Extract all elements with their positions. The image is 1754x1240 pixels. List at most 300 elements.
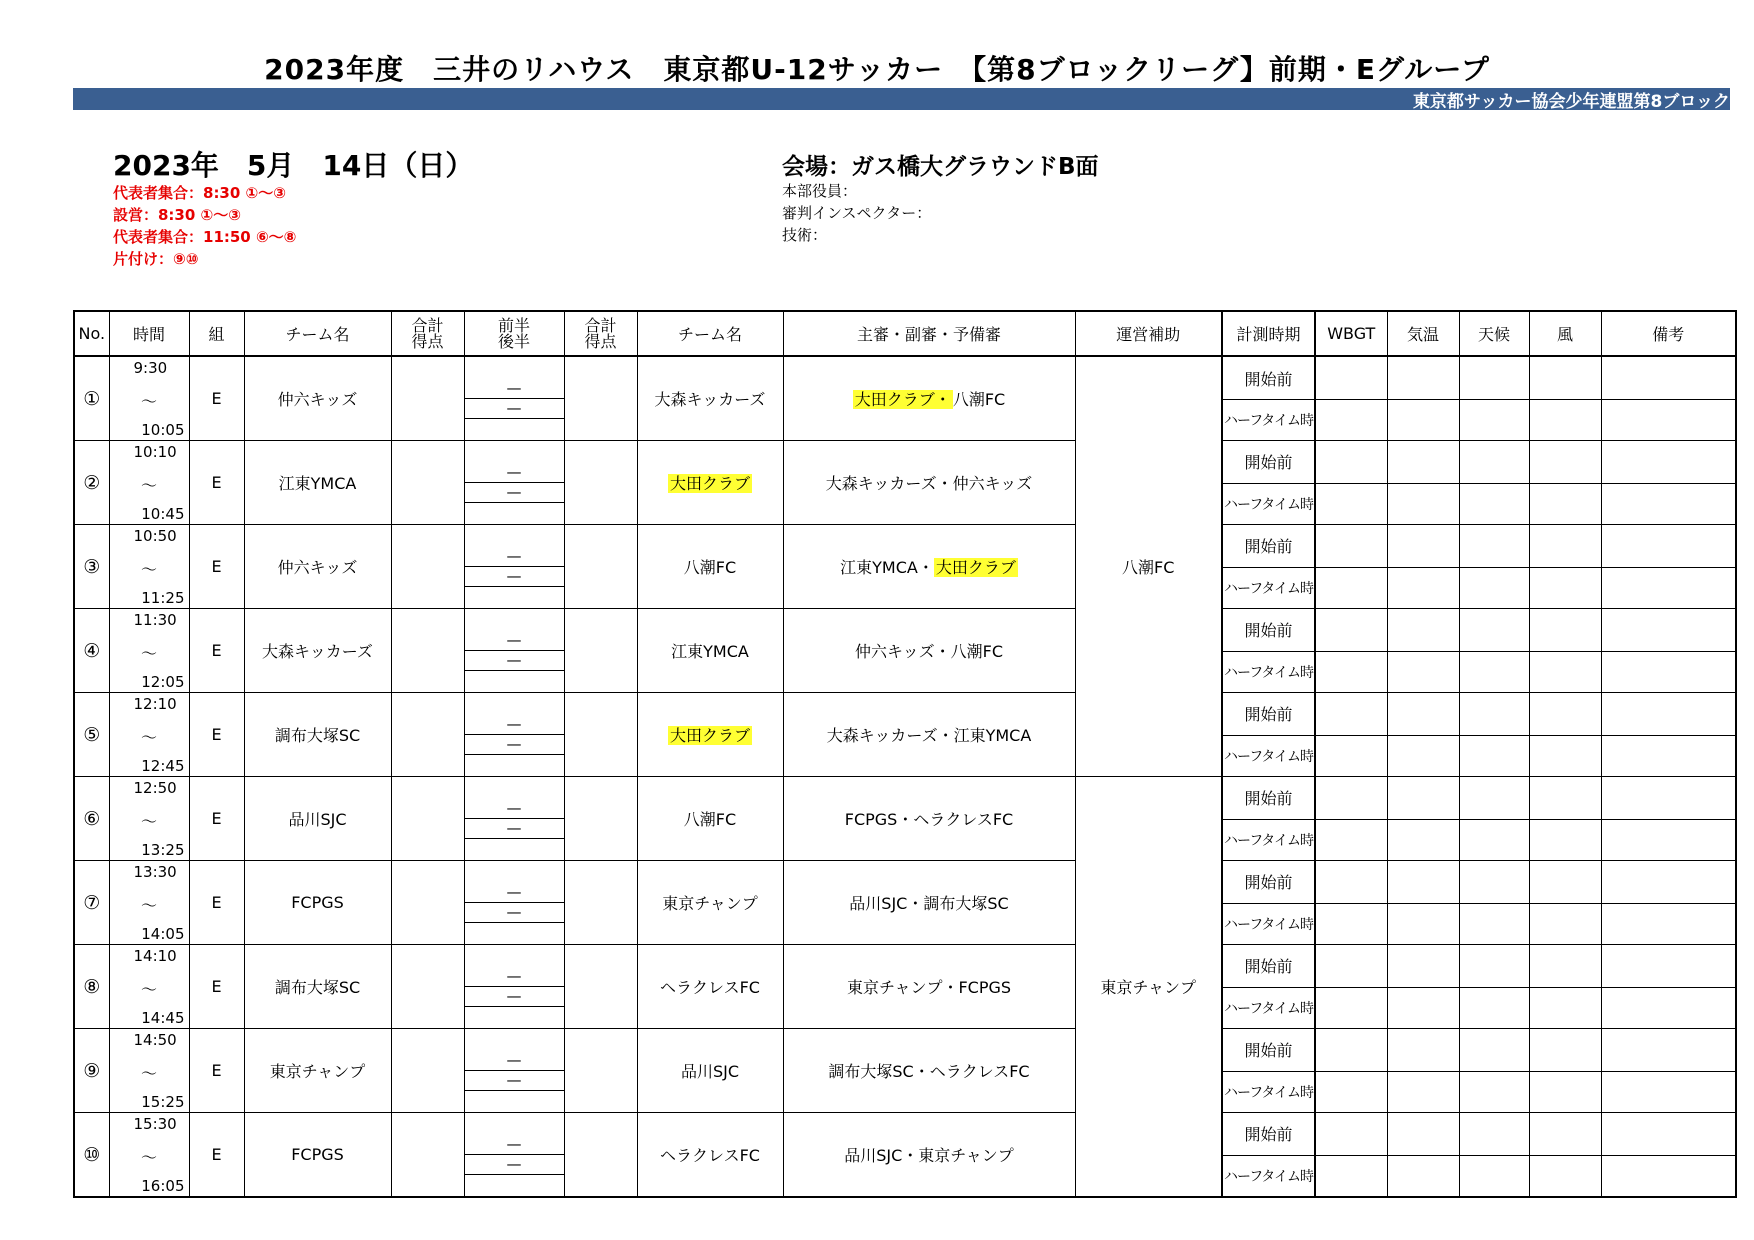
second-half: — — [465, 567, 564, 587]
wbgt-cell — [1315, 483, 1387, 525]
temp-cell — [1387, 735, 1459, 777]
info-line: 技術： — [782, 226, 828, 244]
team-a — [244, 693, 391, 777]
second-half: — — [465, 735, 564, 755]
weather-cell — [1459, 483, 1529, 525]
measure-before: 開始前 — [1222, 356, 1315, 400]
first-half: — — [465, 715, 564, 735]
match-time — [109, 356, 189, 441]
first-half: — — [465, 631, 564, 651]
referee-name: 大森キッカーズ・仲六キッズ — [825, 474, 1033, 493]
team-b — [637, 1113, 783, 1198]
team-a — [244, 777, 391, 861]
remarks-cell — [1601, 356, 1736, 400]
group: E — [189, 356, 244, 441]
half-score-cell — [464, 356, 564, 441]
referees-cell — [783, 441, 1075, 525]
half-score-cell — [464, 945, 564, 1029]
start-time: 9:30 — [133, 359, 168, 377]
half-score-cell — [464, 1029, 564, 1113]
info-line: 審判インスペクター： — [782, 204, 932, 222]
team-b — [637, 693, 783, 777]
team-a — [244, 525, 391, 609]
temp-cell — [1387, 987, 1459, 1029]
col-weather: 天候 — [1459, 311, 1529, 356]
referee-name-highlight: 大田クラブ — [935, 558, 1016, 577]
referee-name: 調布大塚SC・ヘラクレスFC — [828, 1062, 1030, 1081]
time-separator: ～ — [140, 812, 157, 831]
team-b — [637, 1029, 783, 1113]
staff-info — [782, 180, 931, 246]
col-score-2: 合計 得点 — [564, 311, 637, 356]
team-name: 品川SJC — [288, 810, 347, 829]
team-name: 八潮FC — [683, 810, 737, 829]
match-time — [109, 861, 189, 945]
team-name: 大森キッカーズ — [262, 642, 373, 661]
table-row — [74, 861, 1736, 904]
referee-name: 仲六キッズ・八潮FC — [854, 642, 1004, 661]
team-name: FCPGS — [291, 893, 344, 912]
score-a-cell — [391, 861, 464, 945]
wind-cell — [1529, 987, 1601, 1029]
table-row — [74, 525, 1736, 568]
remarks-cell — [1601, 1155, 1736, 1197]
remarks-cell — [1601, 693, 1736, 736]
time-separator: ～ — [140, 392, 157, 411]
wbgt-cell — [1315, 400, 1387, 441]
team-a — [244, 441, 391, 525]
referee-name: 八潮FC — [952, 390, 1006, 409]
match-time — [109, 693, 189, 777]
wind-cell — [1529, 651, 1601, 693]
weather-cell — [1459, 735, 1529, 777]
end-time: 14:45 — [141, 1009, 185, 1027]
match-time — [109, 441, 189, 525]
second-half: — — [465, 399, 564, 419]
temp-cell — [1387, 861, 1459, 904]
second-half: — — [465, 483, 564, 503]
table-row — [74, 441, 1736, 484]
start-time: 10:10 — [133, 443, 177, 461]
wbgt-cell — [1315, 651, 1387, 693]
team-b — [637, 609, 783, 693]
referee-name: 品川SJC・調布大塚SC — [849, 894, 1009, 913]
start-time: 12:10 — [133, 695, 177, 713]
score-b-cell — [564, 356, 637, 441]
half-score-cell — [464, 777, 564, 861]
first-half: — — [465, 1135, 564, 1155]
remarks-cell — [1601, 1113, 1736, 1156]
end-time: 10:45 — [141, 505, 185, 523]
weather-cell — [1459, 1113, 1529, 1156]
start-time: 10:50 — [133, 527, 177, 545]
team-a — [244, 945, 391, 1029]
half-score-cell — [464, 693, 564, 777]
table-row — [74, 1029, 1736, 1072]
end-time: 12:45 — [141, 757, 185, 775]
score-a-cell — [391, 609, 464, 693]
remarks-cell — [1601, 525, 1736, 568]
first-half: — — [465, 379, 564, 399]
end-time: 10:05 — [141, 421, 185, 439]
weather-cell — [1459, 525, 1529, 568]
first-half: — — [465, 463, 564, 483]
measure-half: ハーフタイム時 — [1222, 400, 1315, 441]
measure-half: ハーフタイム時 — [1222, 1155, 1315, 1197]
temp-cell — [1387, 525, 1459, 568]
team-b — [637, 861, 783, 945]
weather-cell — [1459, 567, 1529, 609]
venue: 会場：ガス橋大グラウンドB面 — [782, 154, 1099, 180]
referees-cell — [783, 525, 1075, 609]
col-temp: 気温 — [1387, 311, 1459, 356]
table-row — [74, 945, 1736, 988]
support-cell: 八潮FC — [1075, 356, 1222, 777]
score-b-cell — [564, 1113, 637, 1198]
col-wbgt: WBGT — [1315, 311, 1387, 356]
half-score-cell — [464, 609, 564, 693]
temp-cell — [1387, 400, 1459, 441]
group: E — [189, 441, 244, 525]
team-name-highlight: 大田クラブ — [669, 726, 750, 745]
second-half: — — [465, 987, 564, 1007]
half-score-cell — [464, 525, 564, 609]
team-b — [637, 441, 783, 525]
remarks-cell — [1601, 1029, 1736, 1072]
temp-cell — [1387, 483, 1459, 525]
remarks-cell — [1601, 609, 1736, 652]
group: E — [189, 1113, 244, 1198]
wbgt-cell — [1315, 987, 1387, 1029]
referees-cell — [783, 861, 1075, 945]
team-name: 品川SJC — [680, 1062, 740, 1081]
col-half: 前半 後半 — [464, 311, 564, 356]
start-time: 11:30 — [133, 611, 177, 629]
temp-cell — [1387, 693, 1459, 736]
score-a-cell — [391, 693, 464, 777]
match-time — [109, 525, 189, 609]
team-b — [637, 777, 783, 861]
match-time — [109, 609, 189, 693]
time-separator: ～ — [140, 1148, 157, 1167]
temp-cell — [1387, 567, 1459, 609]
score-a-cell — [391, 525, 464, 609]
wind-cell — [1529, 1071, 1601, 1113]
time-separator: ～ — [140, 1064, 157, 1083]
measure-before: 開始前 — [1222, 693, 1315, 736]
col-team: チーム名 — [244, 311, 391, 356]
team-name: 東京チャンプ — [662, 894, 758, 913]
second-half: — — [465, 819, 564, 839]
team-a — [244, 1113, 391, 1198]
col-score: 合計 得点 — [391, 311, 464, 356]
end-time: 12:05 — [141, 673, 185, 691]
measure-before: 開始前 — [1222, 441, 1315, 484]
remarks-cell — [1601, 987, 1736, 1029]
wind-cell — [1529, 525, 1601, 568]
second-half: — — [465, 1071, 564, 1091]
wbgt-cell — [1315, 777, 1387, 820]
measure-half: ハーフタイム時 — [1222, 483, 1315, 525]
second-half: — — [465, 903, 564, 923]
weather-cell — [1459, 441, 1529, 484]
team-name-highlight: 大田クラブ — [669, 474, 750, 493]
score-a-cell — [391, 945, 464, 1029]
score-b-cell — [564, 609, 637, 693]
start-time: 14:10 — [133, 947, 177, 965]
wbgt-cell — [1315, 861, 1387, 904]
weather-cell — [1459, 987, 1529, 1029]
match-time — [109, 945, 189, 1029]
table-header-row — [74, 311, 1736, 356]
weather-cell — [1459, 1155, 1529, 1197]
referees-cell — [783, 777, 1075, 861]
team-name: 江東YMCA — [671, 642, 749, 661]
referee-name: 品川SJC・東京チャンプ — [844, 1146, 1014, 1165]
group: E — [189, 1029, 244, 1113]
weather-cell — [1459, 693, 1529, 736]
temp-cell — [1387, 777, 1459, 820]
info-line: 本部役員： — [782, 182, 858, 200]
wbgt-cell — [1315, 609, 1387, 652]
remarks-cell — [1601, 483, 1736, 525]
remarks-cell — [1601, 400, 1736, 441]
remarks-cell — [1601, 861, 1736, 904]
temp-cell — [1387, 356, 1459, 400]
wind-cell — [1529, 356, 1601, 400]
remarks-cell — [1601, 903, 1736, 945]
team-name: 八潮FC — [683, 558, 737, 577]
wbgt-cell — [1315, 735, 1387, 777]
team-a — [244, 356, 391, 441]
score-b-cell — [564, 1029, 637, 1113]
end-time: 14:05 — [141, 925, 185, 943]
wind-cell — [1529, 1113, 1601, 1156]
score-b-cell — [564, 945, 637, 1029]
wind-cell — [1529, 903, 1601, 945]
wind-cell — [1529, 400, 1601, 441]
temp-cell — [1387, 945, 1459, 988]
score-b-cell — [564, 861, 637, 945]
col-support: 運営補助 — [1075, 311, 1222, 356]
measure-half: ハーフタイム時 — [1222, 651, 1315, 693]
temp-cell — [1387, 1029, 1459, 1072]
wbgt-cell — [1315, 693, 1387, 736]
referees-cell — [783, 609, 1075, 693]
team-name: FCPGS — [291, 1145, 344, 1164]
remarks-cell — [1601, 819, 1736, 861]
half-score-cell — [464, 861, 564, 945]
referee-name: 東京チャンプ・FCPGS — [846, 978, 1012, 997]
time-separator: ～ — [140, 644, 157, 663]
end-time: 13:25 — [141, 841, 185, 859]
referees-cell — [783, 1029, 1075, 1113]
wind-cell — [1529, 441, 1601, 484]
group: E — [189, 945, 244, 1029]
wind-cell — [1529, 861, 1601, 904]
score-a-cell — [391, 777, 464, 861]
score-b-cell — [564, 693, 637, 777]
score-b-cell — [564, 777, 637, 861]
note-line: 設営：8:30 ①～③ — [113, 206, 241, 224]
team-b — [637, 945, 783, 1029]
wbgt-cell — [1315, 903, 1387, 945]
document-title: 2023年度 三井のリハウス 東京都U-12サッカー 【第8ブロックリーグ】前期・Eグループ — [264, 53, 1490, 86]
referee-name: 江東YMCA・ — [840, 558, 934, 577]
start-time: 14:50 — [133, 1031, 177, 1049]
score-a-cell — [391, 1113, 464, 1198]
group: E — [189, 525, 244, 609]
score-a-cell — [391, 1029, 464, 1113]
team-b — [637, 356, 783, 441]
start-time: 13:30 — [133, 863, 177, 881]
referee-name-highlight: 大田クラブ・ — [854, 390, 951, 409]
remarks-cell — [1601, 1071, 1736, 1113]
team-name: 仲六キッズ — [277, 390, 358, 409]
score-b-cell — [564, 441, 637, 525]
remarks-cell — [1601, 735, 1736, 777]
match-no: ⑧ — [74, 945, 109, 1029]
wind-cell — [1529, 483, 1601, 525]
weather-cell — [1459, 777, 1529, 820]
end-time: 11:25 — [141, 589, 185, 607]
col-timing: 計測時期 — [1222, 311, 1315, 356]
match-time — [109, 1029, 189, 1113]
measure-half: ハーフタイム時 — [1222, 903, 1315, 945]
wind-cell — [1529, 1029, 1601, 1072]
half-score-cell — [464, 1113, 564, 1198]
col-time: 時間 — [109, 311, 189, 356]
weather-cell — [1459, 400, 1529, 441]
second-half: — — [465, 1155, 564, 1175]
remarks-cell — [1601, 777, 1736, 820]
temp-cell — [1387, 1071, 1459, 1113]
remarks-cell — [1601, 567, 1736, 609]
team-b — [637, 525, 783, 609]
match-no: ② — [74, 441, 109, 525]
temp-cell — [1387, 651, 1459, 693]
col-referees: 主審・副審・予備審 — [783, 311, 1075, 356]
wbgt-cell — [1315, 1029, 1387, 1072]
measure-before: 開始前 — [1222, 777, 1315, 820]
measure-half: ハーフタイム時 — [1222, 735, 1315, 777]
wind-cell — [1529, 693, 1601, 736]
measure-before: 開始前 — [1222, 525, 1315, 568]
weather-cell — [1459, 651, 1529, 693]
table-row — [74, 777, 1736, 820]
team-name: 調布大塚SC — [274, 978, 361, 997]
weather-cell — [1459, 903, 1529, 945]
match-no: ① — [74, 356, 109, 441]
measure-before: 開始前 — [1222, 609, 1315, 652]
measure-half: ハーフタイム時 — [1222, 567, 1315, 609]
col-no: No. — [74, 311, 109, 356]
group: E — [189, 693, 244, 777]
wind-cell — [1529, 609, 1601, 652]
referee-name: 大森キッカーズ・江東YMCA — [826, 726, 1032, 745]
col-team-2: チーム名 — [637, 311, 783, 356]
match-no: ⑦ — [74, 861, 109, 945]
weather-cell — [1459, 1071, 1529, 1113]
score-a-cell — [391, 441, 464, 525]
match-time — [109, 1113, 189, 1198]
wbgt-cell — [1315, 945, 1387, 988]
col-wind: 風 — [1529, 311, 1601, 356]
wbgt-cell — [1315, 567, 1387, 609]
referees-cell — [783, 1113, 1075, 1198]
weather-cell — [1459, 356, 1529, 400]
table-row — [74, 693, 1736, 736]
wind-cell — [1529, 945, 1601, 988]
end-time: 16:05 — [141, 1177, 185, 1195]
temp-cell — [1387, 609, 1459, 652]
group: E — [189, 861, 244, 945]
time-separator: ～ — [140, 476, 157, 495]
first-half: — — [465, 799, 564, 819]
team-a — [244, 1029, 391, 1113]
match-no: ④ — [74, 609, 109, 693]
time-separator: ～ — [140, 728, 157, 747]
referee-name: FCPGS・ヘラクレスFC — [844, 810, 1014, 829]
measure-half: ハーフタイム時 — [1222, 987, 1315, 1029]
wind-cell — [1529, 1155, 1601, 1197]
weather-cell — [1459, 945, 1529, 988]
match-no: ⑥ — [74, 777, 109, 861]
match-date: 2023年 5月 14日（日） — [113, 149, 474, 182]
temp-cell — [1387, 1155, 1459, 1197]
weather-cell — [1459, 819, 1529, 861]
remarks-cell — [1601, 651, 1736, 693]
second-half: — — [465, 651, 564, 671]
table-row — [74, 1113, 1736, 1156]
match-no: ⑨ — [74, 1029, 109, 1113]
team-a — [244, 861, 391, 945]
wind-cell — [1529, 735, 1601, 777]
wind-cell — [1529, 567, 1601, 609]
match-no: ③ — [74, 525, 109, 609]
wind-cell — [1529, 819, 1601, 861]
wbgt-cell — [1315, 441, 1387, 484]
weather-cell — [1459, 861, 1529, 904]
wbgt-cell — [1315, 356, 1387, 400]
match-no: ⑤ — [74, 693, 109, 777]
first-half: — — [465, 967, 564, 987]
table-row — [74, 609, 1736, 652]
temp-cell — [1387, 903, 1459, 945]
note-line: 代表者集合：8:30 ①～③ — [113, 184, 286, 202]
schedule-table — [73, 310, 1737, 1198]
referees-cell — [783, 693, 1075, 777]
time-separator: ～ — [140, 560, 157, 579]
col-group: 組 — [189, 311, 244, 356]
team-name: 仲六キッズ — [277, 558, 358, 577]
weather-cell — [1459, 609, 1529, 652]
wbgt-cell — [1315, 525, 1387, 568]
measure-half: ハーフタイム時 — [1222, 819, 1315, 861]
remarks-cell — [1601, 441, 1736, 484]
notes — [113, 182, 296, 270]
measure-before: 開始前 — [1222, 861, 1315, 904]
temp-cell — [1387, 441, 1459, 484]
col-remarks: 備考 — [1601, 311, 1736, 356]
time-separator: ～ — [140, 980, 157, 999]
support-cell: 東京チャンプ — [1075, 777, 1222, 1198]
referees-cell — [783, 356, 1075, 441]
wbgt-cell — [1315, 1113, 1387, 1156]
group: E — [189, 609, 244, 693]
score-a-cell — [391, 356, 464, 441]
time-separator: ～ — [140, 896, 157, 915]
